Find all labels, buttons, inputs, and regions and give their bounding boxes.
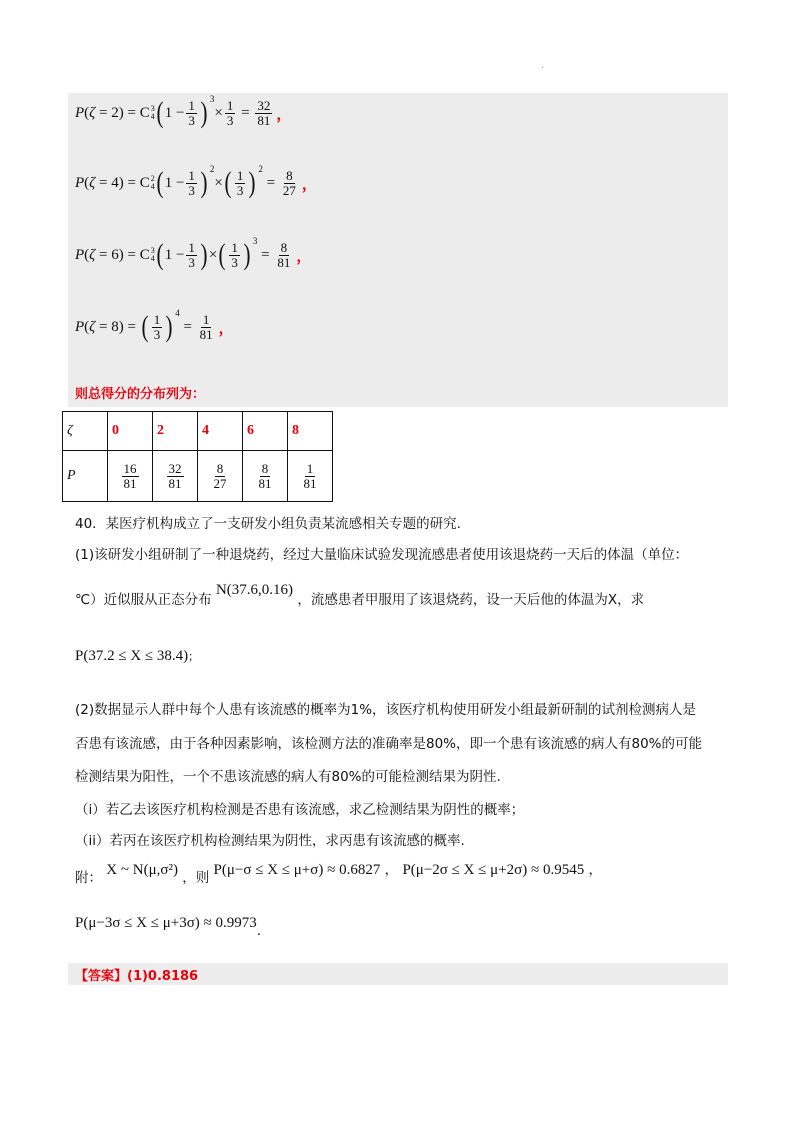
appendix-line: 附： X ~ N(μ,σ²) ，则 P(μ−σ ≤ X ≤ μ+σ) ≈ 0.6827 ， P(μ−2σ ≤ X ≤ μ+2σ) ≈ 0.9545 ， (75, 862, 603, 886)
part1-line2: ℃）近似服从正态分布 N(37.6,0.16) ，流感患者甲服用了该退烧药，设一天后他的体温为X，求 (75, 582, 645, 608)
part1-line3: P(37.2 ≤ X ≤ 38.4)； (75, 648, 200, 664)
distribution-heading: 则总得分的分布列为： (75, 387, 206, 402)
appendix-dist: X ~ N(μ,σ²) (106, 862, 178, 878)
stray-dot: . (541, 60, 545, 71)
equation-p8: P ( ζ = 8 ) = ( $\frac{1}{3}$ ) 4 = $\frac{1}{81}$ ， (75, 308, 234, 343)
table-header-p: P (63, 451, 108, 502)
table-cell-value: 2 (153, 412, 198, 451)
distribution-table (62, 411, 333, 502)
normal-dist-formula: N(37.6,0.16) (215, 582, 294, 598)
answer-text: 【答案】(1)0.8186 (75, 969, 199, 984)
part2-line2: 否患有该流感，由于各种因素影响，该检测方法的准确率是80%，即一个患有该流感的病人有80%的可能 (75, 736, 703, 752)
table-cell-prob: $\frac{16}{81}$ (108, 451, 153, 502)
table-cell-prob: $\frac{8}{27}$ (198, 451, 243, 502)
sub-question-i: （i）若乙去该医疗机构检测是否患有该流感，求乙检测结果为阴性的概率； (75, 802, 525, 818)
part1-line1: (1)该研发小组研制了一种退烧药，经过大量临床试验发现流感患者使用该退烧药一天后的体温（单位： (75, 547, 689, 563)
table-cell-prob: $\frac{32}{81}$ (153, 451, 198, 502)
table-row (63, 412, 333, 451)
equation-p4: P ( ζ = 4 ) = C 2 4 ( 1 − $\frac{1}{3}$ ) 2 × ( $\frac{1}{3}$ ) 2 = $\frac{8}{27}$ ， (75, 164, 317, 199)
table-row (63, 451, 333, 502)
appendix-formula-1: P(μ−σ ≤ X ≤ μ+σ) ≈ 0.6827 (213, 862, 381, 878)
appendix-line-2: P(μ−3σ ≤ X ≤ μ+3σ) ≈ 0.9973. (75, 915, 262, 939)
appendix-formula-3: P(μ−3σ ≤ X ≤ μ+3σ) ≈ 0.9973 (75, 915, 257, 931)
table-cell-value: 4 (198, 412, 243, 451)
part2-line3: 检测结果为阳性，一个不患该流感的病人有80%的可能检测结果为阴性. (75, 769, 501, 785)
sub-question-ii: （ii）若丙在该医疗机构检测结果为阴性，求丙患有该流感的概率. (75, 833, 465, 849)
table-cell-value: 0 (108, 412, 153, 451)
table-cell-prob: $\frac{8}{81}$ (243, 451, 288, 502)
table-cell-value: 8 (288, 412, 333, 451)
part2-line1: (2)数据显示人群中每个人患有该流感的概率为1%，该医疗机构使用研发小组最新研制的试剂检测病人是 (75, 702, 697, 718)
equation-p6: P ( ζ = 6 ) = C 3 4 ( 1 − $\frac{1}{3}$ ) × ( $\frac{1}{3}$ ) 3 = $\frac{8}{81}$ ， (75, 236, 312, 271)
equation-p2: P ( ζ = 2 ) = C 3 4 ( 1 − $\frac{1}{3}$ ) 3 × $\frac{1}{3}$ = $\frac{32}{81}$ ， (75, 94, 292, 129)
probability-formula: P(37.2 ≤ X ≤ 38.4) (75, 648, 189, 664)
problem-intro: 40．某医疗机构成立了一支研发小组负责某流感相关专题的研究. (75, 516, 461, 532)
table-cell-prob: $\frac{1}{81}$ (288, 451, 333, 502)
appendix-formula-2: P(μ−2σ ≤ X ≤ μ+2σ) ≈ 0.9545 (402, 862, 585, 878)
table-header-zeta: ζ (63, 412, 108, 451)
table-cell-value: 6 (243, 412, 288, 451)
